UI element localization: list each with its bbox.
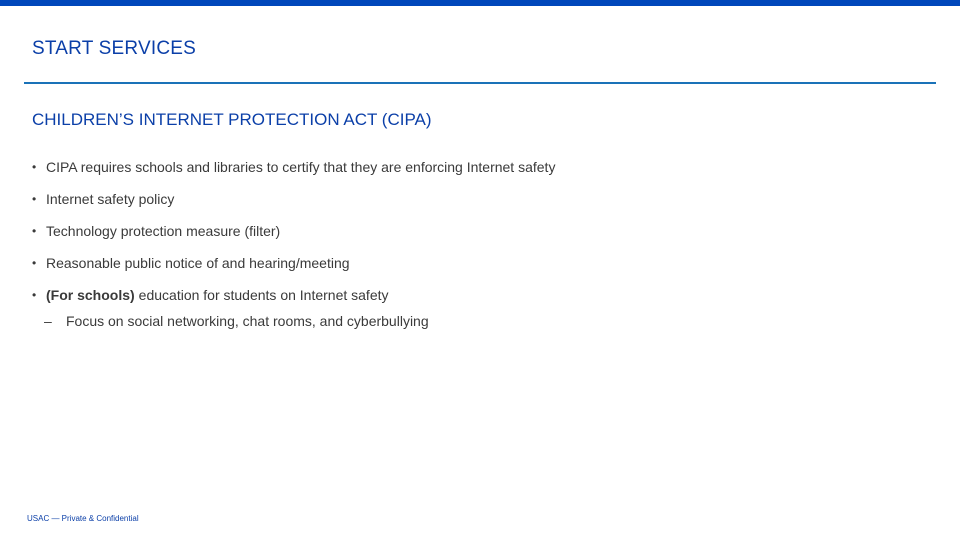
list-item-text: Technology protection measure (filter) (46, 223, 281, 239)
list-item-text: CIPA requires schools and libraries to certify that they are enforcing Internet safety (46, 159, 556, 175)
list-item (32, 190, 555, 222)
bullet-icon: • (32, 288, 37, 302)
sub-bullet-list (44, 312, 429, 330)
content-title: CHILDREN’S INTERNET PROTECTION ACT (CIPA) (32, 110, 432, 129)
list-item (32, 222, 555, 254)
bullet-icon: • (32, 224, 37, 238)
list-item-text: Internet safety policy (46, 191, 175, 207)
bullet-icon: • (32, 160, 37, 174)
bullet-icon: • (32, 192, 37, 206)
header-divider (24, 82, 936, 84)
sub-list-item (44, 312, 429, 330)
bullet-list (32, 158, 555, 318)
list-item (32, 254, 555, 286)
list-item-text: Reasonable public notice of and hearing/meeting (46, 255, 350, 271)
sub-list-item-text: Focus on social networking, chat rooms, and cyberbullying (66, 313, 429, 329)
list-item-text: education for students on Internet safety (138, 287, 389, 303)
bullet-icon: • (32, 256, 37, 270)
list-item-bold-prefix: (For schools) (46, 287, 135, 303)
section-header: START SERVICES (32, 38, 197, 59)
top-accent-bar (0, 0, 960, 6)
dash-icon: – (44, 313, 52, 329)
footer-text: USAC — Private & Confidential (27, 514, 139, 523)
list-item (32, 158, 555, 190)
